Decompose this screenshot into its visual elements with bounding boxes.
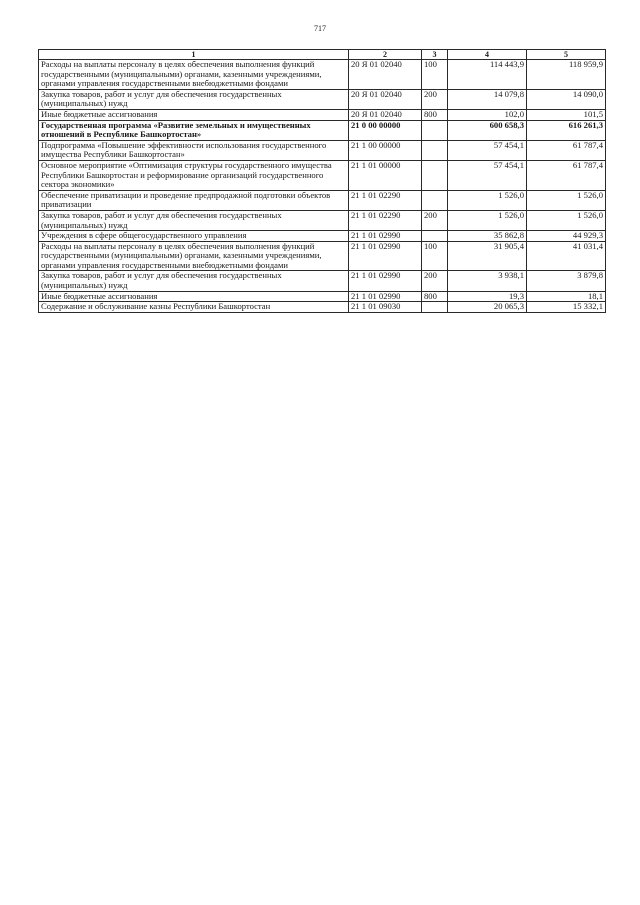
table-row <box>39 271 606 291</box>
row-value-year2-cell: 1 526,0 <box>527 210 606 230</box>
row-value-year1-cell: 57 454,1 <box>448 140 527 160</box>
row-code-cell: 21 1 01 02290 <box>349 210 422 230</box>
row-value-year2-cell: 3 879,8 <box>527 271 606 291</box>
row-expense-type-cell: 800 <box>422 109 448 120</box>
row-value-year2-cell: 101,5 <box>527 109 606 120</box>
row-value-year2-cell: 61 787,4 <box>527 140 606 160</box>
table-row <box>39 89 606 109</box>
row-name-cell: Иные бюджетные ассигнования <box>39 291 349 302</box>
row-expense-type-cell: 100 <box>422 60 448 90</box>
row-name-cell: Обеспечение приватизации и проведение предпродажной подготовки объектов приватизации <box>39 190 349 210</box>
row-value-year2-cell: 616 261,3 <box>527 120 606 140</box>
row-code-cell: 20 Я 01 02040 <box>349 60 422 90</box>
row-value-year1-cell: 31 905,4 <box>448 241 527 271</box>
row-expense-type-cell <box>422 302 448 313</box>
table-row <box>39 291 606 302</box>
row-code-cell: 21 1 01 09030 <box>349 302 422 313</box>
row-code-cell: 21 1 00 00000 <box>349 140 422 160</box>
header-col-4: 4 <box>448 50 527 60</box>
header-col-2: 2 <box>349 50 422 60</box>
row-value-year2-cell: 41 031,4 <box>527 241 606 271</box>
row-expense-type-cell <box>422 190 448 210</box>
table-row <box>39 241 606 271</box>
row-value-year2-cell: 1 526,0 <box>527 190 606 210</box>
row-value-year1-cell: 102,0 <box>448 109 527 120</box>
row-code-cell: 21 1 01 02990 <box>349 241 422 271</box>
row-value-year1-cell: 20 065,3 <box>448 302 527 313</box>
row-value-year1-cell: 114 443,9 <box>448 60 527 90</box>
row-code-cell: 21 1 01 00000 <box>349 160 422 190</box>
table-row <box>39 302 606 313</box>
row-expense-type-cell: 200 <box>422 89 448 109</box>
row-value-year1-cell: 19,3 <box>448 291 527 302</box>
row-expense-type-cell: 800 <box>422 291 448 302</box>
row-value-year2-cell: 44 929,3 <box>527 231 606 242</box>
row-code-cell: 21 1 01 02990 <box>349 231 422 242</box>
page-number: 717 <box>314 24 326 33</box>
table-row <box>39 120 606 140</box>
row-name-cell: Основное мероприятие «Оптимизация структуры государственного имущества Республики Башкортостан и реформирование организаций государственного сектора экономики» <box>39 160 349 190</box>
table-row <box>39 190 606 210</box>
row-code-cell: 20 Я 01 02040 <box>349 89 422 109</box>
row-value-year1-cell: 600 658,3 <box>448 120 527 140</box>
table-header-row <box>39 50 606 60</box>
row-expense-type-cell <box>422 231 448 242</box>
table-row <box>39 160 606 190</box>
row-name-cell: Закупка товаров, работ и услуг для обеспечения государственных (муниципальных) нужд <box>39 271 349 291</box>
row-value-year2-cell: 118 959,9 <box>527 60 606 90</box>
row-name-cell: Расходы на выплаты персоналу в целях обеспечения выполнения функций государственными (муниципальными) органами, казенными учреждениями, органами управления государственными внебюджетными фондами <box>39 241 349 271</box>
row-expense-type-cell <box>422 140 448 160</box>
row-name-cell: Закупка товаров, работ и услуг для обеспечения государственных (муниципальных) нужд <box>39 210 349 230</box>
row-value-year2-cell: 15 332,1 <box>527 302 606 313</box>
row-value-year2-cell: 61 787,4 <box>527 160 606 190</box>
row-value-year1-cell: 3 938,1 <box>448 271 527 291</box>
row-name-cell: Расходы на выплаты персоналу в целях обеспечения выполнения функций государственными (муниципальными) органами, казенными учреждениями, органами управления государственными внебюджетными фондами <box>39 60 349 90</box>
row-name-cell: Подпрограмма «Повышение эффективности использования государственного имущества Республики Башкортостан» <box>39 140 349 160</box>
row-expense-type-cell: 100 <box>422 241 448 271</box>
table-row <box>39 109 606 120</box>
budget-table <box>38 49 606 313</box>
row-name-cell: Содержание и обслуживание казны Республики Башкортостан <box>39 302 349 313</box>
row-code-cell: 21 1 01 02290 <box>349 190 422 210</box>
row-name-cell: Иные бюджетные ассигнования <box>39 109 349 120</box>
table-row <box>39 210 606 230</box>
row-name-cell: Закупка товаров, работ и услуг для обеспечения государственных (муниципальных) нужд <box>39 89 349 109</box>
row-value-year1-cell: 35 862,8 <box>448 231 527 242</box>
row-expense-type-cell <box>422 120 448 140</box>
table-body <box>39 60 606 313</box>
table-row <box>39 60 606 90</box>
table-row <box>39 140 606 160</box>
row-value-year1-cell: 1 526,0 <box>448 190 527 210</box>
row-code-cell: 21 1 01 02990 <box>349 271 422 291</box>
table-row <box>39 231 606 242</box>
header-col-3: 3 <box>422 50 448 60</box>
row-name-cell: Учреждения в сфере общегосударственного управления <box>39 231 349 242</box>
row-code-cell: 20 Я 01 02040 <box>349 109 422 120</box>
row-code-cell: 21 1 01 02990 <box>349 291 422 302</box>
header-col-5: 5 <box>527 50 606 60</box>
row-code-cell: 21 0 00 00000 <box>349 120 422 140</box>
row-value-year2-cell: 14 090,0 <box>527 89 606 109</box>
header-col-1: 1 <box>39 50 349 60</box>
row-name-cell: Государственная программа «Развитие земельных и имущественных отношений в Республике Башкортостан» <box>39 120 349 140</box>
row-value-year1-cell: 1 526,0 <box>448 210 527 230</box>
row-expense-type-cell: 200 <box>422 271 448 291</box>
row-value-year1-cell: 14 079,8 <box>448 89 527 109</box>
row-expense-type-cell: 200 <box>422 210 448 230</box>
row-expense-type-cell <box>422 160 448 190</box>
row-value-year1-cell: 57 454,1 <box>448 160 527 190</box>
row-value-year2-cell: 18,1 <box>527 291 606 302</box>
